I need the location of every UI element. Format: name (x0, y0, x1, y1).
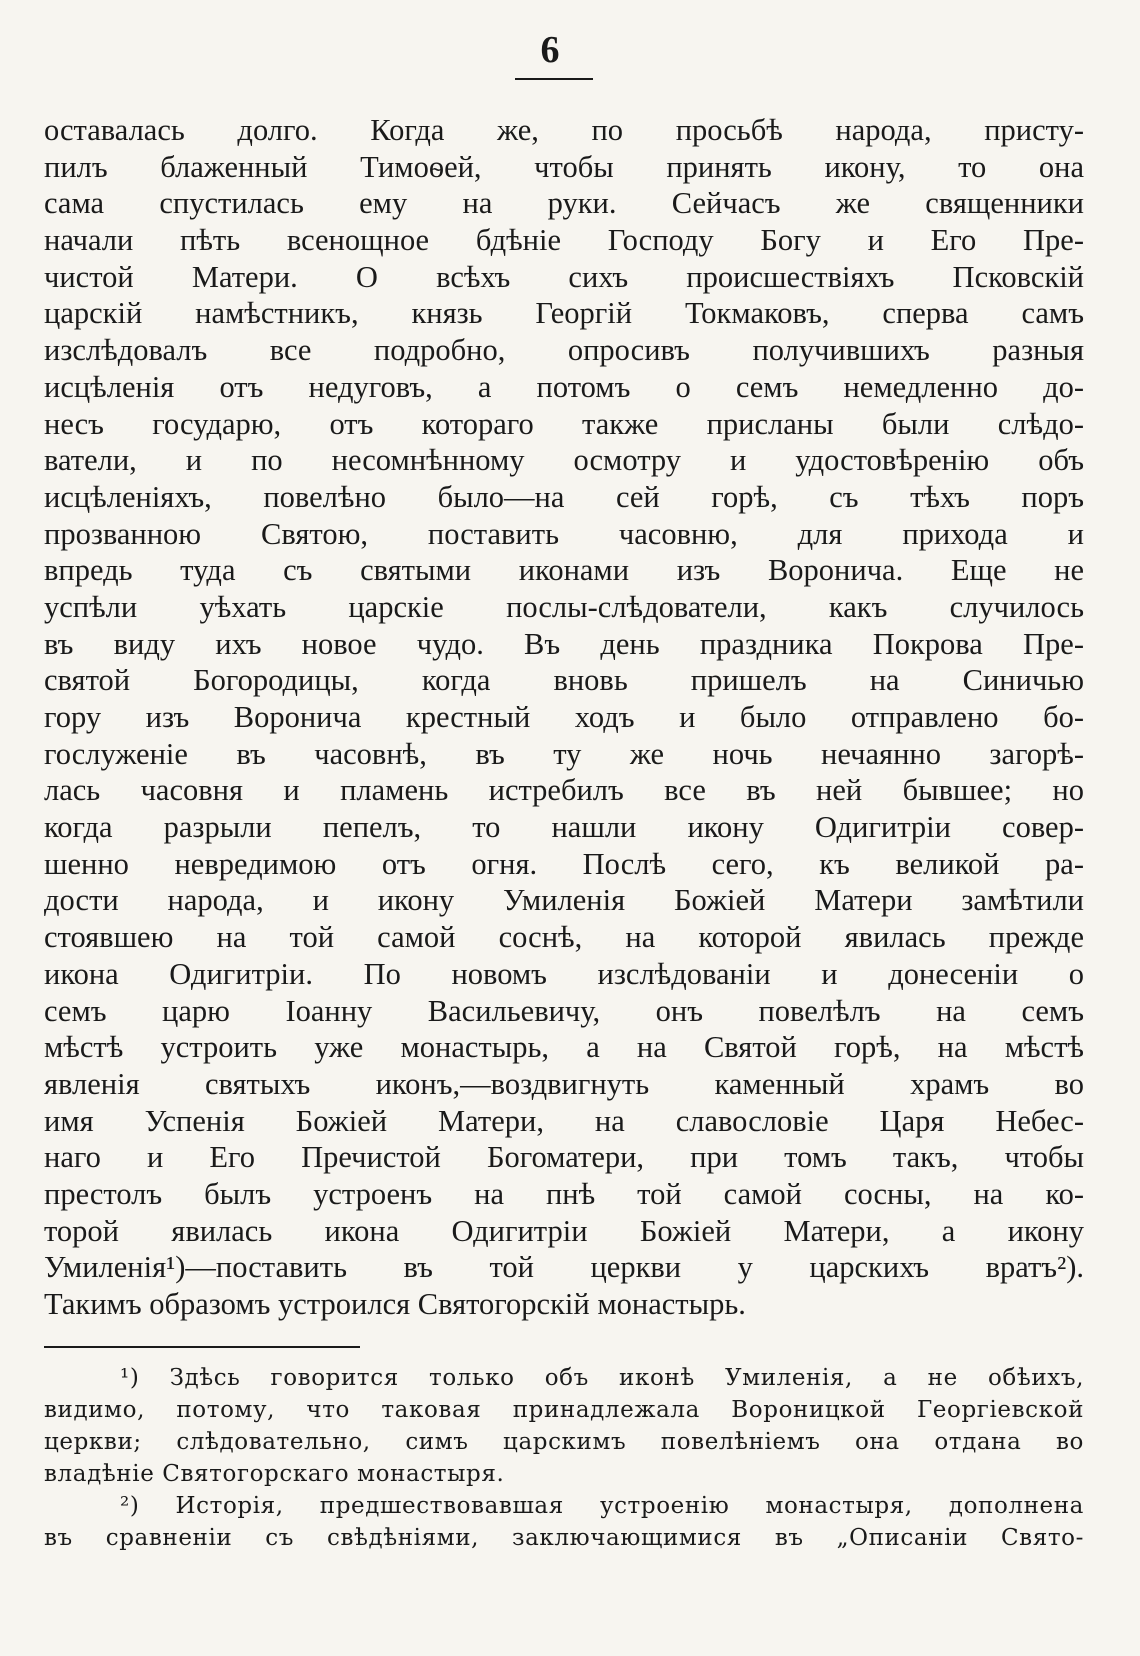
body-line: исцѣленія отъ недуговъ, а потомъ о семъ немедленно до- (44, 369, 1084, 404)
body-line: успѣли уѣхать царскіе послы-слѣдователи, какъ случилось (44, 589, 1084, 624)
body-line: мѣстѣ устроить уже монастырь, а на Святой горѣ, на мѣстѣ (44, 1030, 1084, 1065)
body-line: чистой Матери. О всѣхъ сихъ происшествіяхъ Псковскій (44, 259, 1084, 294)
footnote-1-line: видимо, потому, что таковая принадлежала Вороницкой Георгіевской (44, 1397, 1084, 1423)
footnote-2-line: въ сравненіи съ свѣдѣніями, заключающимися въ „Описаніи Свято- (44, 1525, 1084, 1551)
body-line: гору изъ Воронича крестный ходъ и было отправлено бо- (44, 700, 1084, 734)
body-line: въ виду ихъ новое чудо. Въ день праздника Покрова Пре- (44, 626, 1084, 661)
body-line: пилъ блаженный Тимоѳей, чтобы принять икону, то она (44, 149, 1084, 184)
body-line: престолъ былъ устроенъ на пнѣ той самой сосны, на ко- (44, 1176, 1084, 1211)
body-line: лась часовня и пламень истребилъ все въ ней бывшее; но (44, 773, 1084, 808)
body-line: имя Успенія Божіей Матери, на славословіе Царя Небес- (44, 1103, 1084, 1138)
body-line: торой явилась икона Одигитріи Божіей Матери, а икону (44, 1213, 1084, 1248)
body-line: шенно невредимою отъ огня. Послѣ сего, къ великой ра- (44, 846, 1084, 881)
body-line: царскій намѣстникъ, князь Георгій Токмаковъ, сперва самъ (44, 296, 1084, 331)
body-line: сама спустилась ему на руки. Сейчасъ же священники (44, 186, 1084, 221)
body-line: явленія святыхъ иконъ,—воздвигнуть каменный храмъ во (44, 1066, 1084, 1101)
footnote-1-line: владѣніе Святогорскаго монастыря. (44, 1461, 505, 1487)
body-line: несъ государю, отъ котораго также присланы были слѣдо- (44, 406, 1084, 441)
body-line: Умиленія¹)—поставить въ той церкви у царскихъ вратъ²). (44, 1250, 1084, 1285)
body-line: изслѣдовалъ все подробно, опросивъ получившихъ разныя (44, 333, 1084, 368)
body-line: дости народа, и икону Умиленія Божіей Матери замѣтили (44, 883, 1084, 918)
body-line: когда разрыли пепелъ, то нашли икону Одигитріи совер- (44, 810, 1084, 845)
body-line: святой Богородицы, когда вновь пришелъ на Синичью (44, 663, 1084, 698)
page-number-underline (515, 78, 593, 80)
body-line: прозванною Святою, поставить часовню, для прихода и (44, 516, 1084, 551)
footnotes (44, 1362, 1084, 1554)
body-line: впредь туда съ святыми иконами изъ Воронича. Еще не (44, 553, 1084, 588)
body-line: семъ царю Іоанну Васильевичу, онъ повелѣлъ на семъ (44, 993, 1084, 1028)
body-line: исцѣленіяхъ, повелѣно было—на сей горѣ, съ тѣхъ поръ (44, 479, 1084, 514)
body-line: начали пѣть всенощное бдѣніе Господу Богу и Его Пре- (44, 223, 1084, 258)
body-line: стоявшею на той самой соснѣ, на которой явилась прежде (44, 920, 1084, 955)
body-line: гослуженіе въ часовнѣ, въ ту же ночь нечаянно загорѣ- (44, 736, 1084, 771)
body-line: наго и Его Пречистой Богоматери, при томъ такъ, чтобы (44, 1140, 1084, 1175)
footnote-2-line: ²) Исторія, предшествовавшая устроенію монастыря, дополнена (120, 1493, 1084, 1519)
footnote-separator (44, 1346, 360, 1348)
body-line-last: Такимъ образомъ устроился Святогорскій монастырь. (44, 1287, 746, 1321)
body-line: икона Одигитріи. По новомъ изслѣдованіи и донесеніи о (44, 956, 1084, 991)
footnote-1-line: церкви; слѣдовательно, симъ царскимъ повелѣніемъ она отдана во (44, 1429, 1084, 1455)
footnote-1-line: ¹) Здѣсь говорится только объ иконѣ Умиленія, а не обѣихъ, (120, 1365, 1084, 1391)
page-number: 6 (540, 29, 560, 71)
body-line: оставалась долго. Когда же, по просьбѣ народа, присту- (44, 113, 1084, 147)
body-line: ватели, и по несомнѣнному осмотру и удостовѣренію объ (44, 443, 1084, 478)
body-text (44, 112, 1084, 1323)
